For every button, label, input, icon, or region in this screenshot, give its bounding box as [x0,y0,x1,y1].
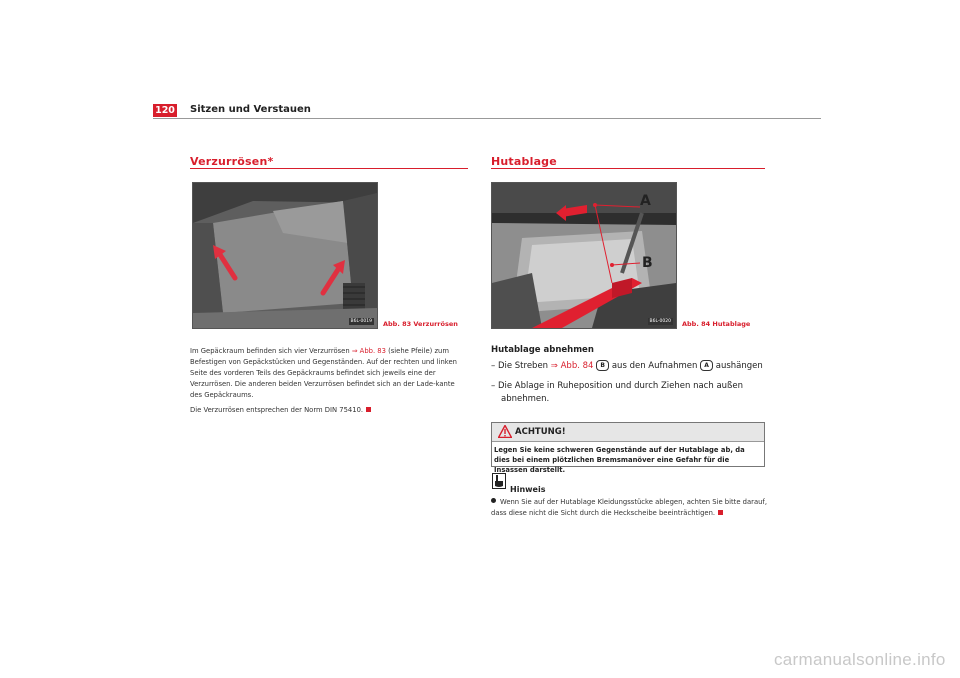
page-number: 120 [153,104,177,117]
warning-text: Legen Sie keine schweren Gegenstände auf der Hutablage ab, da dies bei einem plötzlichen Bremsmanöver eine Gefahr für die Insassen darstellt. [494,446,745,474]
step-2: – Die Ablage in Ruheposition und durch Ziehen nach außen abnehmen. [491,381,744,404]
figure-caption-84: Abb. 84 Hutablage [682,320,751,328]
photo-code: B6L-0019 [350,319,372,324]
section-title-verzurroesen: Verzurrösen* [190,155,274,168]
badge-b: B [596,360,609,371]
end-mark [718,510,723,515]
photo-code: B6L-0020 [649,319,671,324]
paragraph-verzurroesen: Im Gepäckraum befinden sich vier Verzurrösen ⇒ Abb. 83 (siehe Pfeile) zum Befestigen von Gepäckstücken und Gegenständen. Auf der rechten und linken Seite des vorderen Teils des Gepäckraums befindet sich jeweils eine der Verzurrösen. Die anderen beiden Verzurrösen befindet sich an der Lade-kante des Gepäckraums. [190,347,457,399]
paragraph-norm: Die Verzurrösen entsprechen der Norm DIN 75410. [190,405,468,416]
step-1: – Die Streben ⇒ Abb. 84 B aus den Aufnahmen A aushängen [491,361,763,371]
section-title-hutablage: Hutablage [491,155,557,168]
bullet-icon [491,498,496,503]
photo-label-b: B [642,255,653,271]
photo-label-a: A [640,193,651,209]
section-rule [491,168,765,169]
badge-a: A [700,360,713,371]
warning-triangle-icon [498,425,512,438]
end-mark [366,407,371,412]
trunk-illustration [193,183,377,328]
figure-reference-link[interactable]: ⇒ Abb. 83 [351,347,386,355]
note-text: Wenn Sie auf der Hutablage Kleidungsstücke ablegen, achten Sie bitte darauf, dass diese nicht die Sicht durch die Heckscheibe beeinträchtigen. [491,498,767,517]
header-rule [153,118,821,119]
figure-caption-83: Abb. 83 Verzurrösen [383,320,458,328]
note-hand-icon [492,473,506,489]
warning-title: ACHTUNG! [515,427,566,437]
chapter-title: Sitzen und Verstauen [190,104,311,115]
subheading-hutablage-abnehmen: Hutablage abnehmen [491,345,594,355]
warning-header [492,423,764,442]
watermark: carmanualsonline.info [774,650,946,669]
figure-reference-link[interactable]: ⇒ Abb. 84 [550,361,594,371]
section-rule [190,168,468,169]
parcel-shelf-photo [491,182,677,329]
warning-box [491,422,765,474]
trunk-lashing-eyes-photo [192,182,378,329]
note-title: Hinweis [510,485,546,494]
